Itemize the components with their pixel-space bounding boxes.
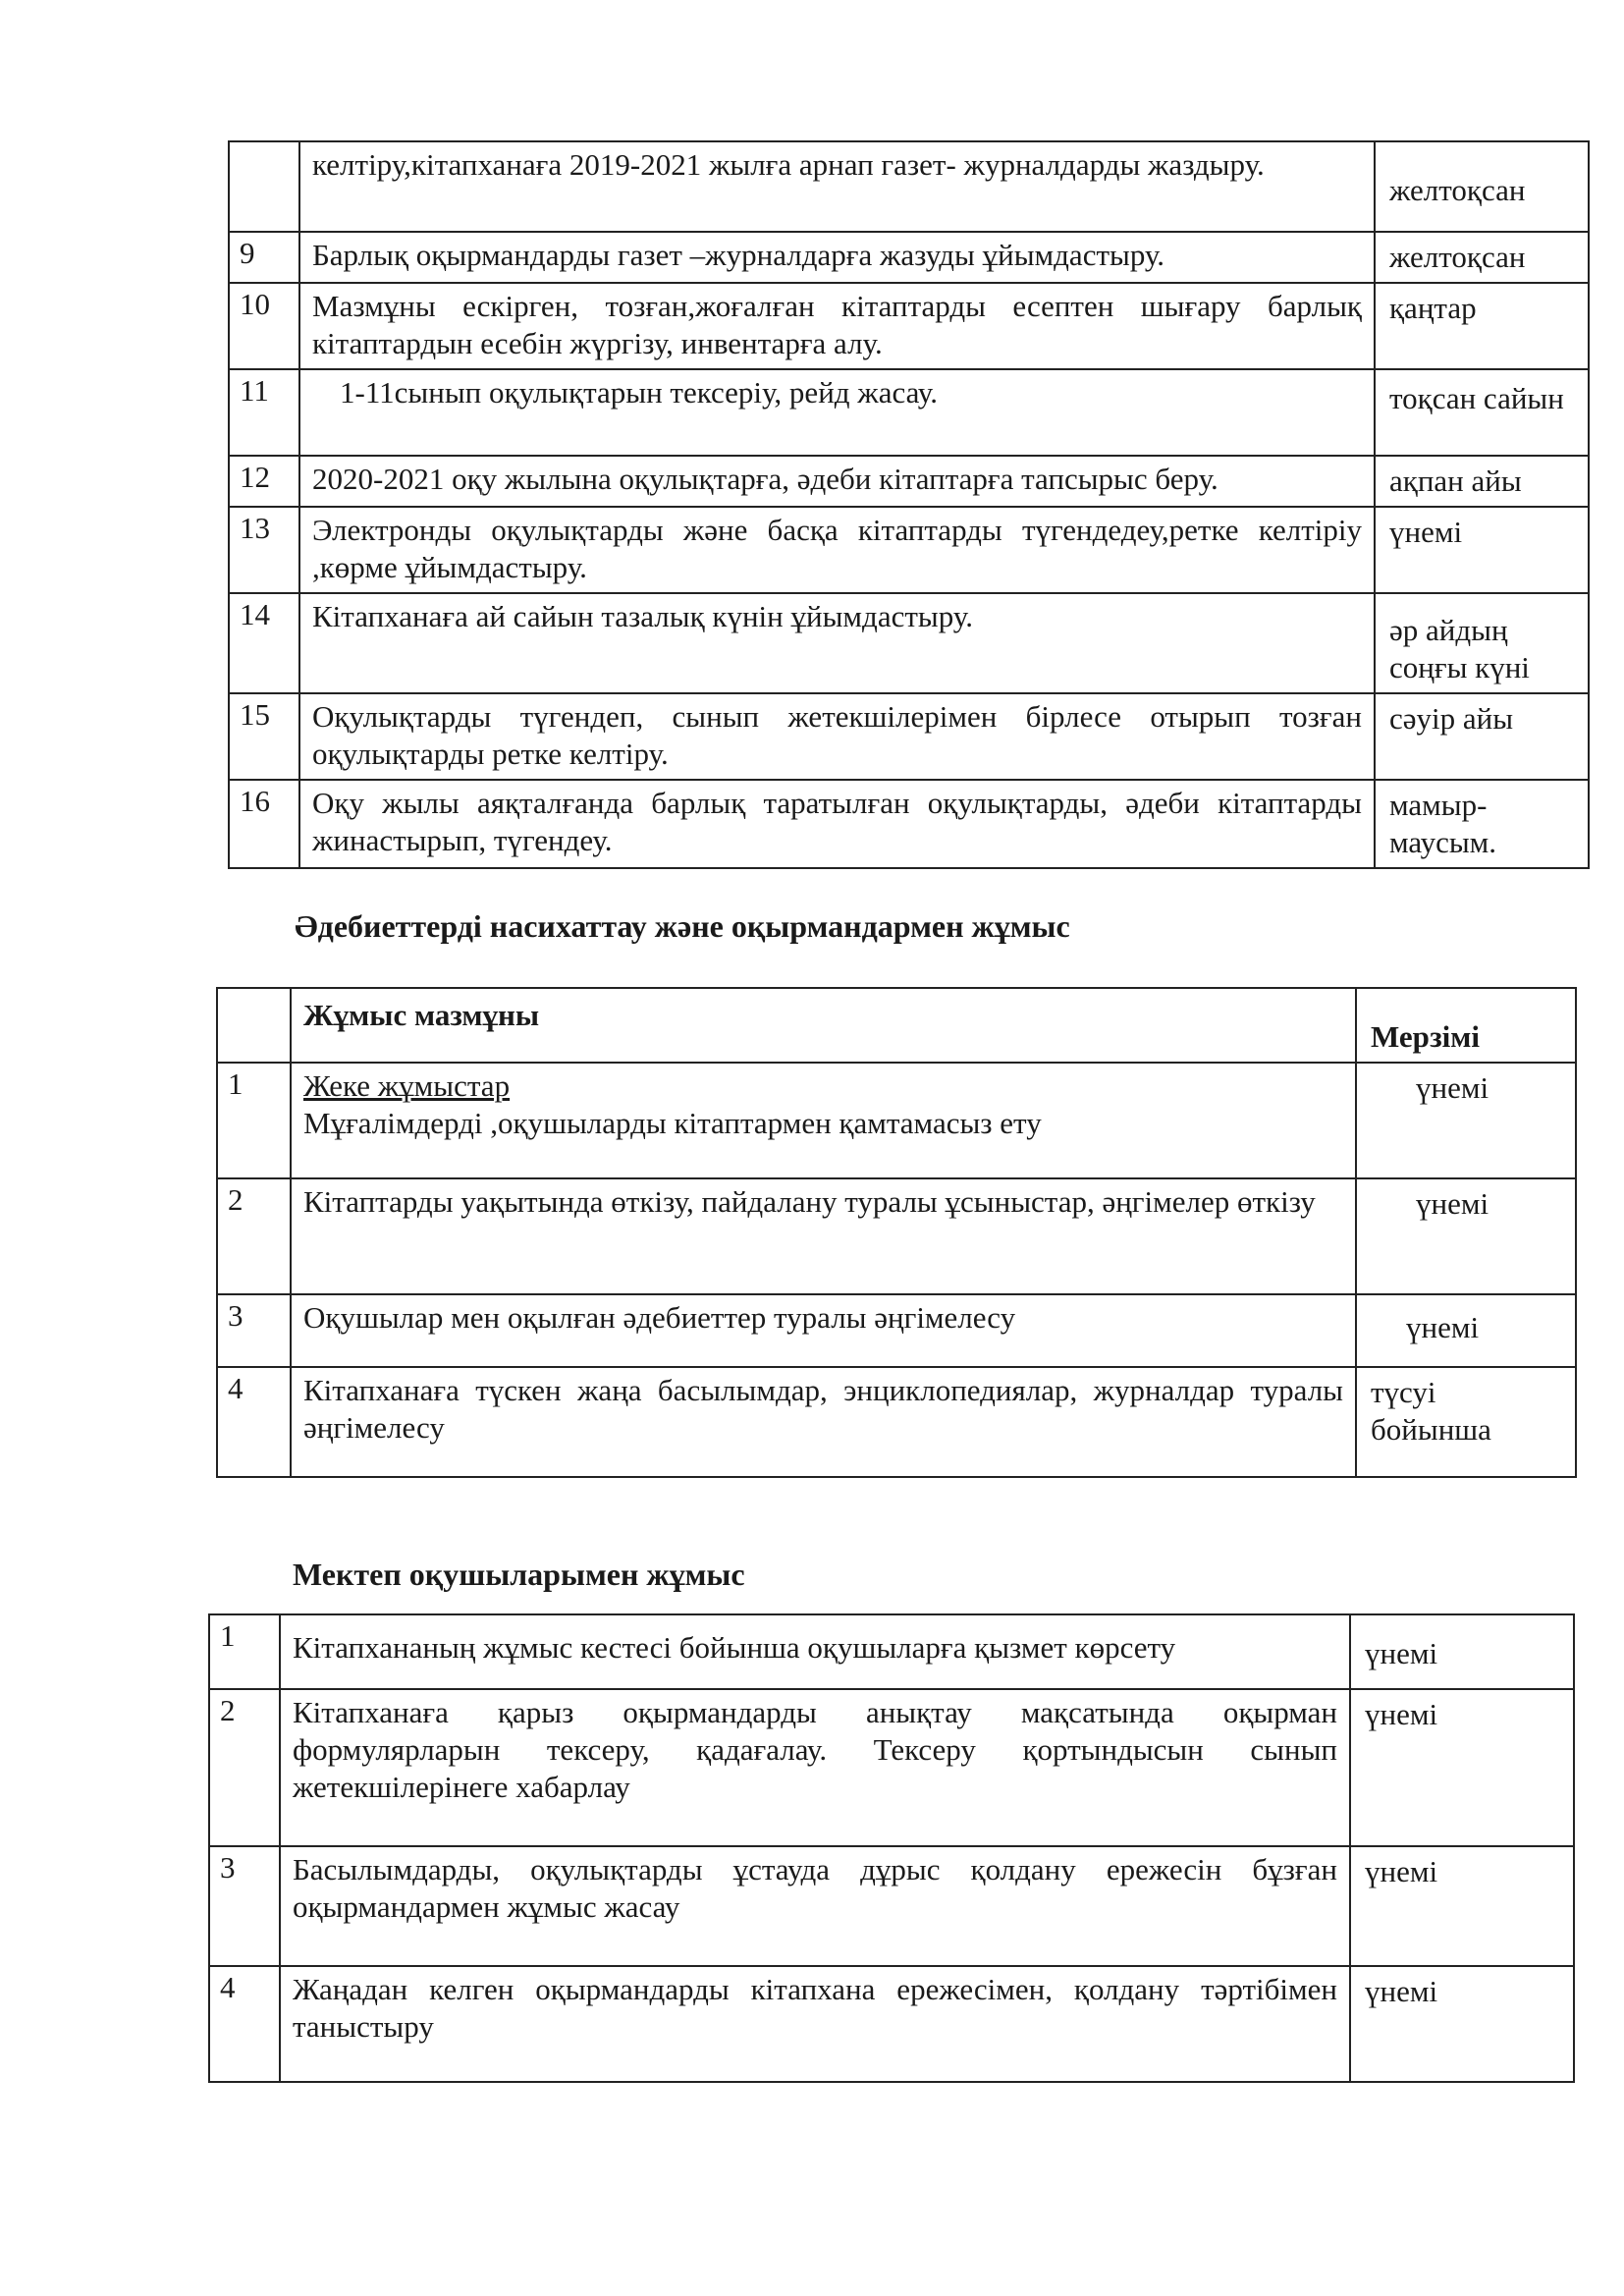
table-row [217, 1178, 1576, 1294]
plan-table-1 [228, 140, 1590, 869]
row-number: 9 [229, 232, 299, 283]
table-row [229, 780, 1589, 868]
row-term: қаңтар [1375, 283, 1589, 369]
table-row [229, 593, 1589, 693]
row-term: үнемі [1356, 1063, 1576, 1178]
row-content: Барлық оқырмандарды газет –журналдарға жазуды ұйымдастыру. [299, 232, 1375, 283]
row-number: 2 [209, 1689, 280, 1846]
row-content: келтіру,кітапханаға 2019-2021 жылға арнап газет- журналдарды жаздыру. [299, 141, 1375, 232]
row-content: Кітапханаға ай сайын тазалық күнін ұйымдастыру. [299, 593, 1375, 693]
table-row [217, 1367, 1576, 1477]
table-row [229, 232, 1589, 283]
row-term: желтоқсан [1375, 141, 1589, 232]
row-content: 2020-2021 оқу жылына оқулықтарға, әдеби кітаптарға тапсырыс беру. [299, 456, 1375, 507]
row-term: әр айдың соңғы күні [1375, 593, 1589, 693]
table-row [209, 1689, 1574, 1846]
row-number: 4 [217, 1367, 291, 1477]
propaganda-table [216, 987, 1577, 1478]
row-content: Басылымдарды, оқулықтарды ұстауда дұрыс қолдану ережесін бұзған оқырмандармен жұмыс жасау [280, 1846, 1350, 1966]
row-number: 1 [217, 1063, 291, 1178]
row-term: үнемі [1350, 1689, 1574, 1846]
row-term: мамыр-маусым. [1375, 780, 1589, 868]
row-content [291, 1063, 1356, 1178]
row-text: Мұғалімдерді ,оқушыларды кітаптармен қамтамасыз ету [303, 1106, 1042, 1140]
row-number [229, 141, 299, 232]
section-title: Әдебиеттерді насихаттау және оқырмандармен жұмыс [295, 908, 1070, 944]
row-content: Кітапханаға қарыз оқырмандарды анықтау мақсатында оқырман формулярларын тексеру, қадағалау. Тексеру қортындысын сынып жетекшілерінеге хабарлау [280, 1689, 1350, 1846]
row-number: 14 [229, 593, 299, 693]
table-row [229, 456, 1589, 507]
row-term: үнемі [1350, 1966, 1574, 2082]
row-number: 16 [229, 780, 299, 868]
table-row [229, 283, 1589, 369]
row-content: Мазмұны ескірген, тозған,жоғалған кітаптарды есептен шығару барлық кітаптардын есебін жүргізу, инвентарға алу. [299, 283, 1375, 369]
header-term: Мерзімі [1356, 988, 1576, 1063]
row-content: Оқу жылы аяқталғанда барлық таратылған оқулықтарды, әдеби кітаптарды жинастырып, түгендеу. [299, 780, 1375, 868]
row-content: Оқулықтарды түгендеп, сынып жетекшілерімен бірлесе отырып тозған оқулықтарды ретке келтіру. [299, 693, 1375, 780]
row-number: 1 [209, 1614, 280, 1689]
row-number: 13 [229, 507, 299, 593]
row-number: 10 [229, 283, 299, 369]
row-term: үнемі [1356, 1294, 1576, 1367]
table-row [229, 369, 1589, 456]
row-number: 3 [209, 1846, 280, 1966]
row-content: Кітапхананың жұмыс кестесі бойынша оқушыларға қызмет көрсету [280, 1614, 1350, 1689]
section-title: Мектеп оқушыларымен жұмыс [293, 1557, 745, 1592]
table-row [209, 1614, 1574, 1689]
header-number [217, 988, 291, 1063]
row-number: 15 [229, 693, 299, 780]
row-number: 12 [229, 456, 299, 507]
students-work-table [208, 1613, 1575, 2083]
row-content: Кітапханаға түскен жаңа басылымдар, энциклопедиялар, журналдар туралы әңгімелесу [291, 1367, 1356, 1477]
row-subtitle: Жеке жұмыстар [303, 1068, 511, 1103]
row-content: 1-11сынып оқулықтарын тексеріу, рейд жасау. [299, 369, 1375, 456]
row-term: үнемі [1375, 507, 1589, 593]
row-term: ақпан айы [1375, 456, 1589, 507]
row-term: сәуір айы [1375, 693, 1589, 780]
table-header-row [217, 988, 1576, 1063]
table-row [229, 693, 1589, 780]
row-content: Оқушылар мен оқылған әдебиеттер туралы әңгімелесу [291, 1294, 1356, 1367]
row-term: түсуі бойынша [1356, 1367, 1576, 1477]
row-term: желтоқсан [1375, 232, 1589, 283]
row-term: үнемі [1350, 1846, 1574, 1966]
row-number: 2 [217, 1178, 291, 1294]
row-number: 11 [229, 369, 299, 456]
row-content: Кітаптарды уақытында өткізу, пайдалану туралы ұсыныстар, әңгімелер өткізу [291, 1178, 1356, 1294]
header-content: Жұмыс мазмұны [291, 988, 1356, 1063]
row-content: Электронды оқулықтарды және басқа кітаптарды түгендедеу,ретке келтіріу ,көрме ұйымдастыру. [299, 507, 1375, 593]
table-row [229, 141, 1589, 232]
row-number: 4 [209, 1966, 280, 2082]
row-number: 3 [217, 1294, 291, 1367]
row-term: үнемі [1350, 1614, 1574, 1689]
table-row [209, 1846, 1574, 1966]
table-row [229, 507, 1589, 593]
table-row [217, 1294, 1576, 1367]
table-row [209, 1966, 1574, 2082]
row-term: тоқсан сайын [1375, 369, 1589, 456]
table-row [217, 1063, 1576, 1178]
row-content: Жаңадан келген оқырмандарды кітапхана ережесімен, қолдану тәртібімен таныстыру [280, 1966, 1350, 2082]
row-term: үнемі [1356, 1178, 1576, 1294]
